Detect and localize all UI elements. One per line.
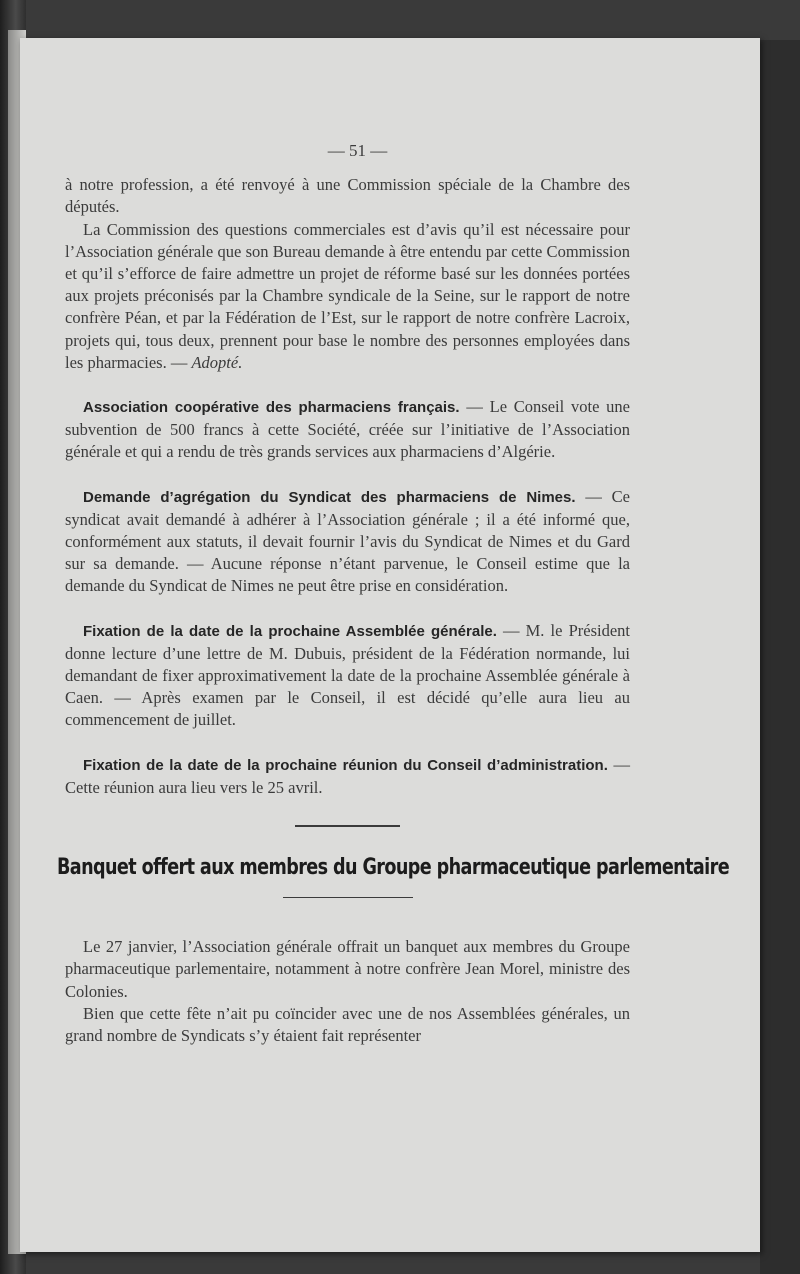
paragraph-assemblee	[65, 620, 630, 732]
paragraph-conseil	[65, 754, 630, 799]
text-cooperative: — Le Conseil vote une subvention de 500 francs à cette Société, créée sur l’initiative de l’Association générale et qui a rendu de très grands services aux pharmaciens d’Algérie.	[65, 397, 630, 462]
paragraph-nimes	[65, 486, 630, 598]
section-divider	[295, 825, 400, 827]
heading-assemblee: Fixation de la date de la prochaine Assemblée générale.	[83, 622, 497, 640]
text-assemblee: — M. le Président donne lecture d’une lettre de M. Dubuis, président de la Fédération normande, lui demandant de fixer approximativement la date de la prochaine Assemblée générale à Caen. — Après examen par le Conseil, il est décidé qu’elle aura lieu au commencement de juillet.	[65, 620, 630, 730]
heading-cooperative: Association coopérative des pharmaciens français.	[83, 399, 460, 417]
section-title: Banquet offert aux membres du Groupe pharmaceutique parlementaire	[57, 855, 730, 881]
paragraph-continuation: à notre profession, a été renvoyé à une Commission spéciale de la Chambre des députés.	[65, 175, 630, 217]
paragraph-commission	[65, 219, 630, 374]
paragraph-banquet: Le 27 janvier, l’Association générale offrait un banquet aux membres du Groupe pharmaceutique parlementaire, notamment à notre confrère Jean Morel, ministre des Colonies.	[65, 937, 630, 1001]
paragraph-fete: Bien que cette fête n’ait pu coïncider avec une de nos Assemblées générales, un grand nombre de Syndicats s’y étaient fait représenter	[65, 1003, 630, 1046]
paragraph-commission-text: La Commission des questions commerciales est d’avis qu’il est nécessaire pour l’Association générale que son Bureau demande à être entendu par cette Commission et qu’il s’efforce de faire admettre un projet de réforme basé sur les données portées aux projets préconisés par la Chambre syndicale de la Seine, sur le rapport de notre confrère Péan, et par la Fédération de l’Est, sur le rapport de notre confrère Lacroix, projets qui, tous deux, prennent pour base le nombre des personnes employées dans les pharmacies. —	[65, 219, 630, 372]
paragraph-cooperative	[65, 396, 630, 464]
text-nimes: — Ce syndicat avait demandé à adhérer à l’Association générale ; il a été informé que, conformément aux statuts, il devait fournir l’avis du Syndicat de Nimes et du Gard sur sa demande. — Aucune réponse n’étant parvenue, le Conseil estime que la demande du Syndicat de Nimes ne peut être prise en considération.	[65, 486, 630, 596]
page-content	[57, 140, 730, 1047]
heading-nimes: Demande d’agrégation du Syndicat des pharmaciens de Nimes.	[83, 488, 576, 506]
text-conseil: — Cette réunion aura lieu vers le 25 avril.	[65, 754, 630, 797]
page-number: — 51 —	[327, 141, 388, 160]
adopte-note: Adopté.	[191, 352, 243, 372]
background-right	[760, 40, 800, 1274]
heading-conseil: Fixation de la date de la prochaine réunion du Conseil d’administration.	[83, 756, 608, 774]
